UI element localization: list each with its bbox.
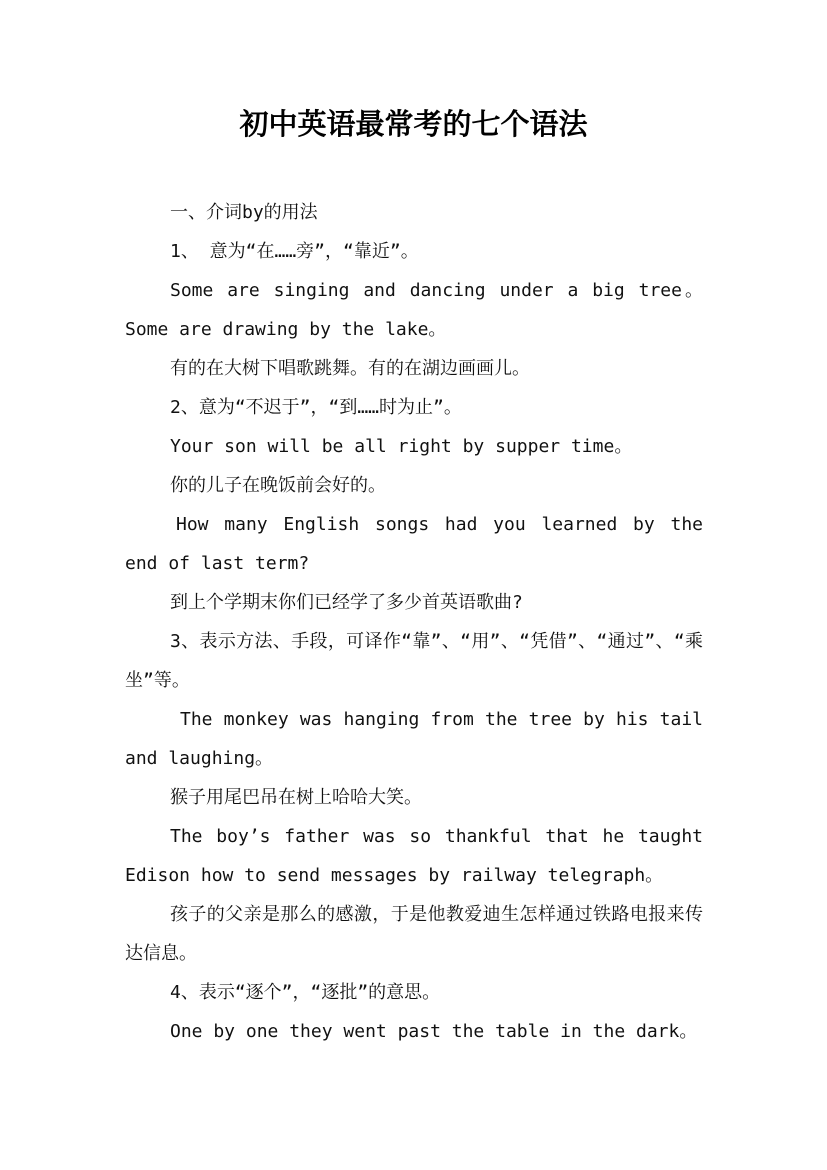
example-sentence-en: The boy’s father was so thankful that he taught Edison how to send messages by railway telegraph。	[125, 826, 703, 886]
document-body	[125, 193, 703, 1051]
example-sentence-en: Your son will be all right by supper time。	[170, 436, 633, 457]
example-sentence-en: The monkey was hanging from the tree by his tail and laughing。	[125, 709, 703, 769]
example-sentence-en: One by one they went past the table in the dark。	[170, 1021, 698, 1042]
subsection-heading: 4、表示“逐个”，“逐批”的意思。	[170, 982, 441, 1003]
subsection-heading: 3、表示方法、手段，可译作“靠”、“用”、“凭借”、“通过”、“乘坐”等。	[125, 631, 703, 691]
page-title: 初中英语最常考的七个语法	[239, 107, 588, 141]
subsection-heading: 1、 意为“在……旁”，“靠近”。	[170, 241, 419, 262]
example-sentence-en: Some are singing and dancing under a big tree。Some are drawing by the lake。	[125, 280, 703, 340]
example-sentence-zh: 到上个学期末你们已经学了多少首英语歌曲?	[170, 592, 523, 613]
example-sentence-zh: 有的在大树下唱歌跳舞。有的在湖边画画儿。	[170, 358, 530, 379]
example-sentence-zh: 猴子用尾巴吊在树上哈哈大笑。	[170, 787, 422, 808]
example-sentence-en: How many English songs had you learned by the end of last term?	[125, 514, 703, 574]
subsection-heading: 2、意为“不迟于”，“到……时为止”。	[170, 397, 462, 418]
example-sentence-zh: 孩子的父亲是那么的感激，于是他教爱迪生怎样通过铁路电报来传达信息。	[125, 904, 703, 964]
section-heading: 一、介词by的用法	[170, 202, 318, 223]
example-sentence-zh: 你的儿子在晚饭前会好的。	[170, 475, 386, 496]
